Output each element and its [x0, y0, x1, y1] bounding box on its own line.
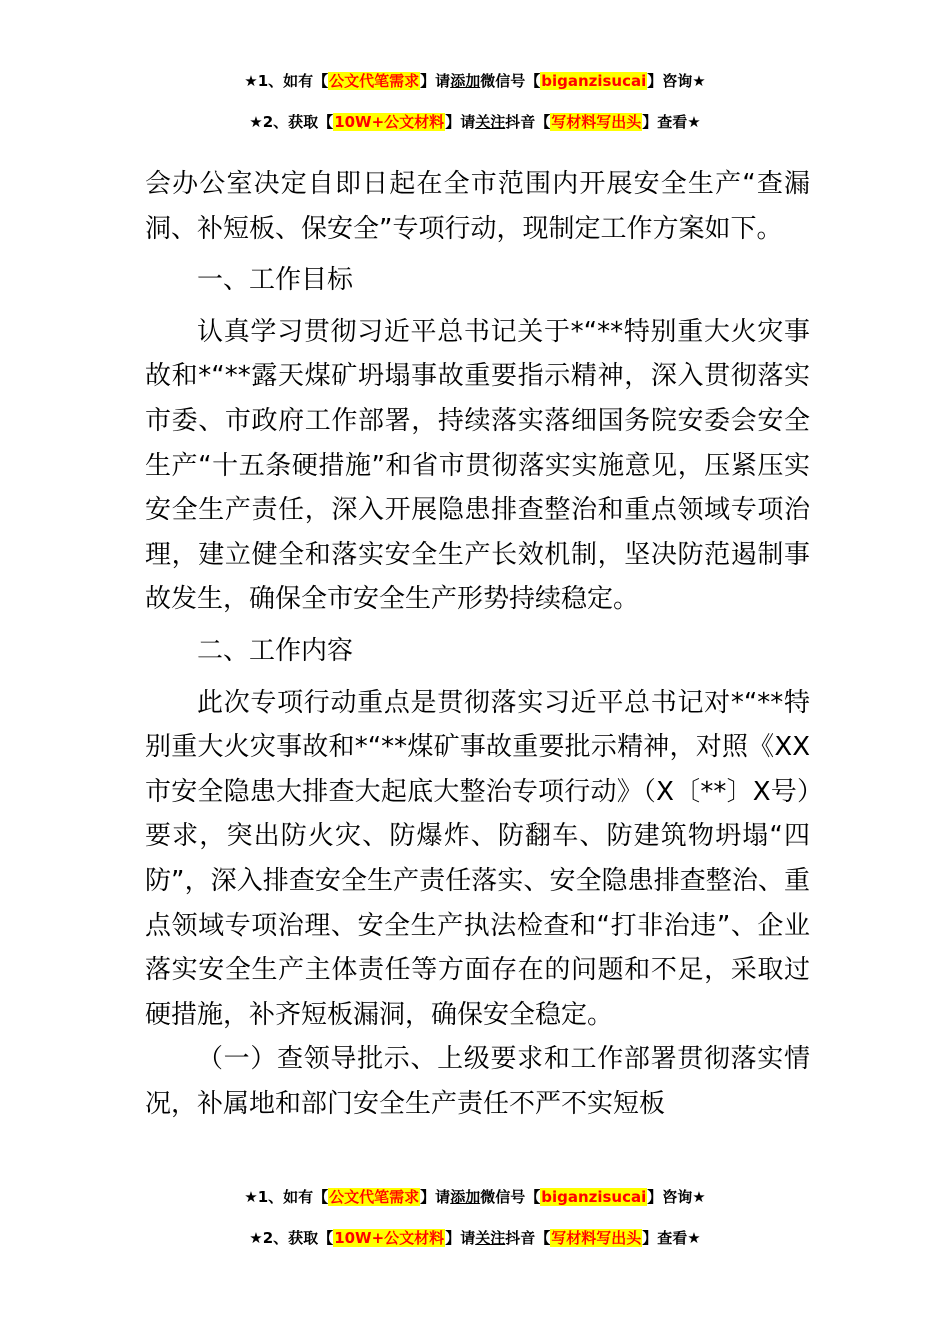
- banner-suffix: 】咨询★: [647, 1188, 706, 1206]
- banner-text: 】请: [445, 113, 476, 131]
- banner-underline-text: 添加: [450, 72, 481, 90]
- banner-highlight-wechat-id: biganzisucai: [541, 72, 647, 90]
- banner-suffix: 】查看★: [642, 1229, 701, 1247]
- banner-highlight-service: 公文代笔需求: [329, 1188, 420, 1206]
- banner-suffix: 】咨询★: [647, 72, 706, 90]
- banner-text: 】请: [420, 1188, 451, 1206]
- banner-prefix: ★2、获取【: [249, 113, 334, 131]
- paragraph-continuation: 会办公室决定自即日起在全市范围内开展安全生产“查漏洞、补短板、保安全”专项行动，现制定工作方案如下。: [145, 169, 810, 244]
- banner-highlight-service: 公文代笔需求: [329, 72, 420, 90]
- top-banner-line-2: [0, 111, 950, 133]
- banner-text: 抖音【: [505, 1229, 551, 1247]
- banner-suffix: 】查看★: [642, 113, 701, 131]
- top-banner-line-1: [0, 70, 950, 92]
- banner-highlight-materials: 10W+公文材料: [334, 1229, 445, 1247]
- banner-highlight-wechat-id: biganzisucai: [541, 1188, 647, 1206]
- subsection-heading-1: （一）查领导批示、上级要求和工作部署贯彻落实情况，补属地和部门安全生产责任不严不实短板: [145, 1044, 810, 1119]
- banner-underline-text: 关注: [475, 1229, 506, 1247]
- banner-text: 微信号【: [480, 1188, 541, 1206]
- banner-highlight-douyin: 写材料写出头: [551, 1229, 642, 1247]
- banner-text: 】请: [420, 72, 451, 90]
- banner-text: 微信号【: [480, 72, 541, 90]
- document-body: [145, 162, 810, 1126]
- banner-underline-text: 添加: [450, 1188, 481, 1206]
- banner-highlight-douyin: 写材料写出头: [551, 113, 642, 131]
- section-heading-content: 二、工作内容: [197, 635, 354, 666]
- paragraph-goals: 认真学习贯彻习近平总书记关于*“**特别重大火灾事故和*“**露天煤矿坍塌事故重要指示精神，深入贯彻落实市委、市政府工作部署，持续落实落细国务院安委会安全生产“十五条硬措施”和省市贯彻落实实施意见，压紧压实安全生产责任，深入开展隐患排查整治和重点领域专项治理，建立健全和落实安全生产长效机制，坚决防范遏制事故发生，确保全市安全生产形势持续稳定。: [145, 316, 810, 615]
- banner-underline-text: 关注: [475, 113, 506, 131]
- banner-text: 抖音【: [505, 113, 551, 131]
- banner-text: 】请: [445, 1229, 476, 1247]
- bottom-banner-line-2: [0, 1227, 950, 1249]
- bottom-banner-line-1: [0, 1186, 950, 1208]
- paragraph-content: 此次专项行动重点是贯彻落实习近平总书记对*“**特别重大火灾事故和*“**煤矿事故重要批示精神，对照《XX市安全隐患大排查大起底大整治专项行动》（X〔**〕X号）要求，突出防火灾、防爆炸、防翻车、防建筑物坍塌“四防”，深入排查安全生产责任落实、安全隐患排查整治、重点领域专项治理、安全生产执法检查和“打非治违”、企业落实安全生产主体责任等方面存在的问题和不足，采取过硬措施，补齐短板漏洞，确保安全稳定。: [145, 687, 810, 1030]
- banner-prefix: ★1、如有【: [244, 1188, 329, 1206]
- banner-prefix: ★1、如有【: [244, 72, 329, 90]
- banner-highlight-materials: 10W+公文材料: [334, 113, 445, 131]
- section-heading-goals: 一、工作目标: [197, 265, 354, 296]
- banner-prefix: ★2、获取【: [249, 1229, 334, 1247]
